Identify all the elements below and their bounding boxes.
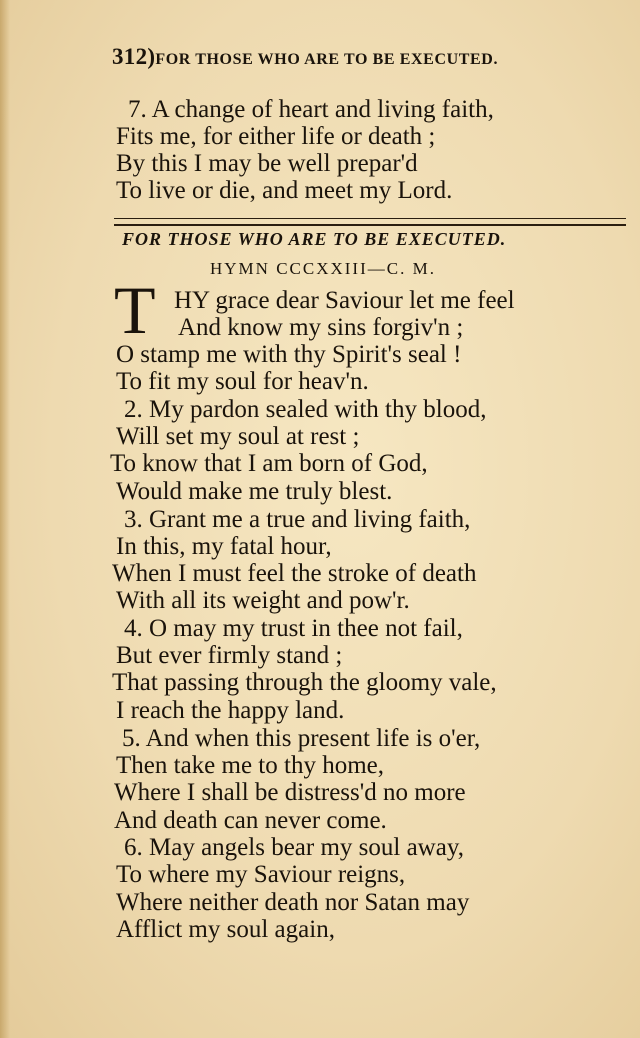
verse-line: 6. May angels bear my soul away, — [124, 834, 464, 861]
verse-line: 3. Grant me a true and living faith, — [124, 506, 471, 533]
verse-line: But ever firmly stand ; — [116, 642, 343, 669]
verse-line: When I must feel the stroke of death — [112, 560, 477, 587]
verse-line: And death can never come. — [114, 807, 387, 834]
verse-line: 5. And when this present life is o'er, — [122, 725, 481, 752]
verse-line: Then take me to thy home, — [116, 752, 384, 779]
drop-cap: T — [114, 272, 156, 348]
verse-line: In this, my fatal hour, — [116, 533, 332, 560]
verse-line: Afflict my soul again, — [116, 916, 335, 943]
verse-line: To fit my soul for heav'n. — [116, 368, 369, 395]
verse-line: Would make me truly blest. — [116, 478, 393, 505]
verse-line: And know my sins forgiv'n ; — [178, 314, 464, 341]
page-number: 312) — [112, 44, 156, 69]
verse-line: Will set my soul at rest ; — [116, 423, 360, 450]
running-head — [112, 44, 632, 70]
verse-line: 4. O may my trust in thee not fail, — [124, 615, 463, 642]
verse-line: 2. My pardon sealed with thy blood, — [124, 396, 487, 423]
page-gutter-shadow — [0, 0, 10, 1038]
verse-line: By this I may be well prepar'd — [116, 150, 418, 177]
verse-line: 7. A change of heart and living faith, — [128, 96, 494, 123]
running-head-title: FOR THOSE WHO ARE TO BE EXECUTED. — [155, 51, 499, 68]
hymn-number: HYMN CCCXXIII—C. M. — [210, 259, 436, 278]
verse-line: To know that I am born of God, — [110, 450, 428, 477]
verse-line: O stamp me with thy Spirit's seal ! — [116, 341, 462, 368]
verse-line: With all its weight and pow'r. — [116, 587, 410, 614]
verse-line: HY grace dear Saviour let me feel — [174, 287, 515, 314]
verse-line: To where my Saviour reigns, — [116, 861, 406, 888]
verse-line: Fits me, for either life or death ; — [116, 123, 436, 150]
verse-line: Where neither death nor Satan may — [116, 889, 470, 916]
section-title: FOR THOSE WHO ARE TO BE EXECUTED. — [122, 229, 507, 249]
verse-line: To live or die, and meet my Lord. — [116, 177, 453, 204]
verse-line: Where I shall be distress'd no more — [114, 779, 466, 806]
section-divider — [114, 218, 626, 226]
verse-line: I reach the happy land. — [116, 697, 345, 724]
verse-line: That passing through the gloomy vale, — [112, 669, 497, 696]
